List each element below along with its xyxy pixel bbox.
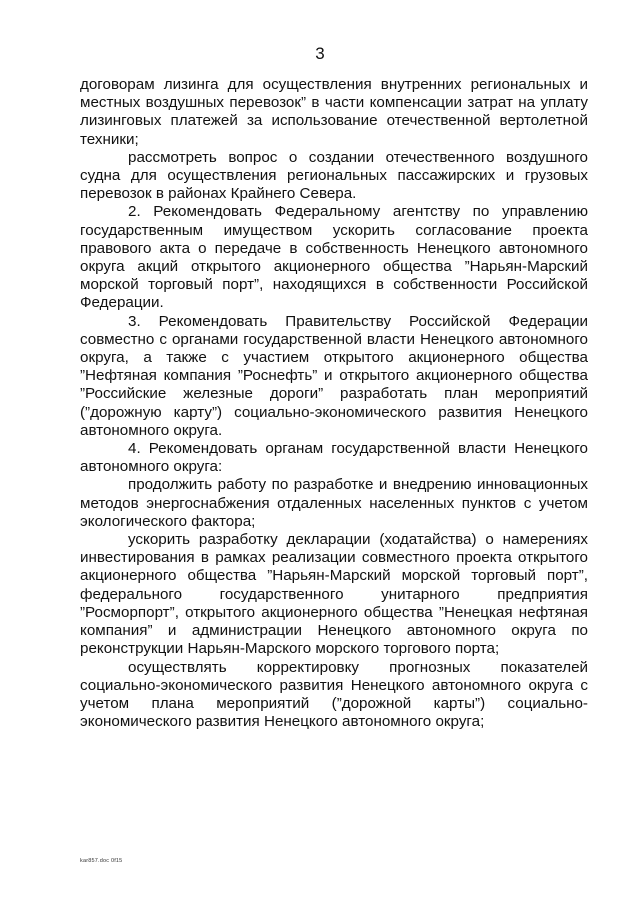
paragraph-energy-supply: продолжить работу по разработке и внедрению инновационных методов энергоснабжения отдаленных населенных пунктов с учетом экологического фактора; (80, 476, 588, 530)
paragraph-item-4: 4. Рекомендовать органам государственной власти Ненецкого автономного округа: (80, 440, 588, 476)
paragraph-item-3: 3. Рекомендовать Правительству Российской Федерации совместно с органами государственной власти Ненецкого автономного округа, а также с участием открытого акционерного общества ”Нефтяная компания ”Роснефть” и открытого акционерного общества ”Российские железные дороги” разработать план мероприятий (”дорожную карту”) социально-экономического развития Ненецкого автономного округа. (80, 312, 588, 439)
paragraph-forecast-adjustment: осуществлять корректировку прогнозных показателей социально-экономического развития Ненецкого автономного округа с учетом плана мероприятий (”дорожной карты”) социально-экономического развития Ненецкого автономного округа; (80, 658, 588, 731)
paragraph-port-investment: ускорить разработку декларации (ходатайства) о намерениях инвестирования в рамках реализации совместного проекта открытого акционерного общества ”Нарьян-Марский морской торговый порт”, федерального государственного унитарного предприятия ”Росморпорт”, открытого акционерного общества ”Ненецкая нефтяная компания” и администрации Ненецкого автономного округа по реконструкции Нарьян-Марского морского торгового порта; (80, 531, 588, 658)
footer-document-code: kar857.doc 0f15 (80, 858, 123, 864)
document-body (80, 76, 588, 731)
paragraph-leasing-continuation: договорам лизинга для осуществления внутренних региональных и местных воздушных перевозок” в части компенсации затрат на уплату лизинговых платежей за использование отечественной вертолетной техники; (80, 76, 588, 148)
paragraph-aircraft: рассмотреть вопрос о создании отечественного воздушного судна для осуществления региональных пассажирских и грузовых перевозок в районах Крайнего Севера. (80, 148, 588, 203)
paragraph-item-2: 2. Рекомендовать Федеральному агентству по управлению государственным имуществом ускорить согласование проекта правового акта о передаче в собственность Ненецкого автономного округа акций открытого акционерного общества ”Нарьян-Марский морской торговый порт”, находящихся в собственности Российской Федерации. (80, 203, 588, 312)
page-number: 3 (315, 44, 325, 63)
